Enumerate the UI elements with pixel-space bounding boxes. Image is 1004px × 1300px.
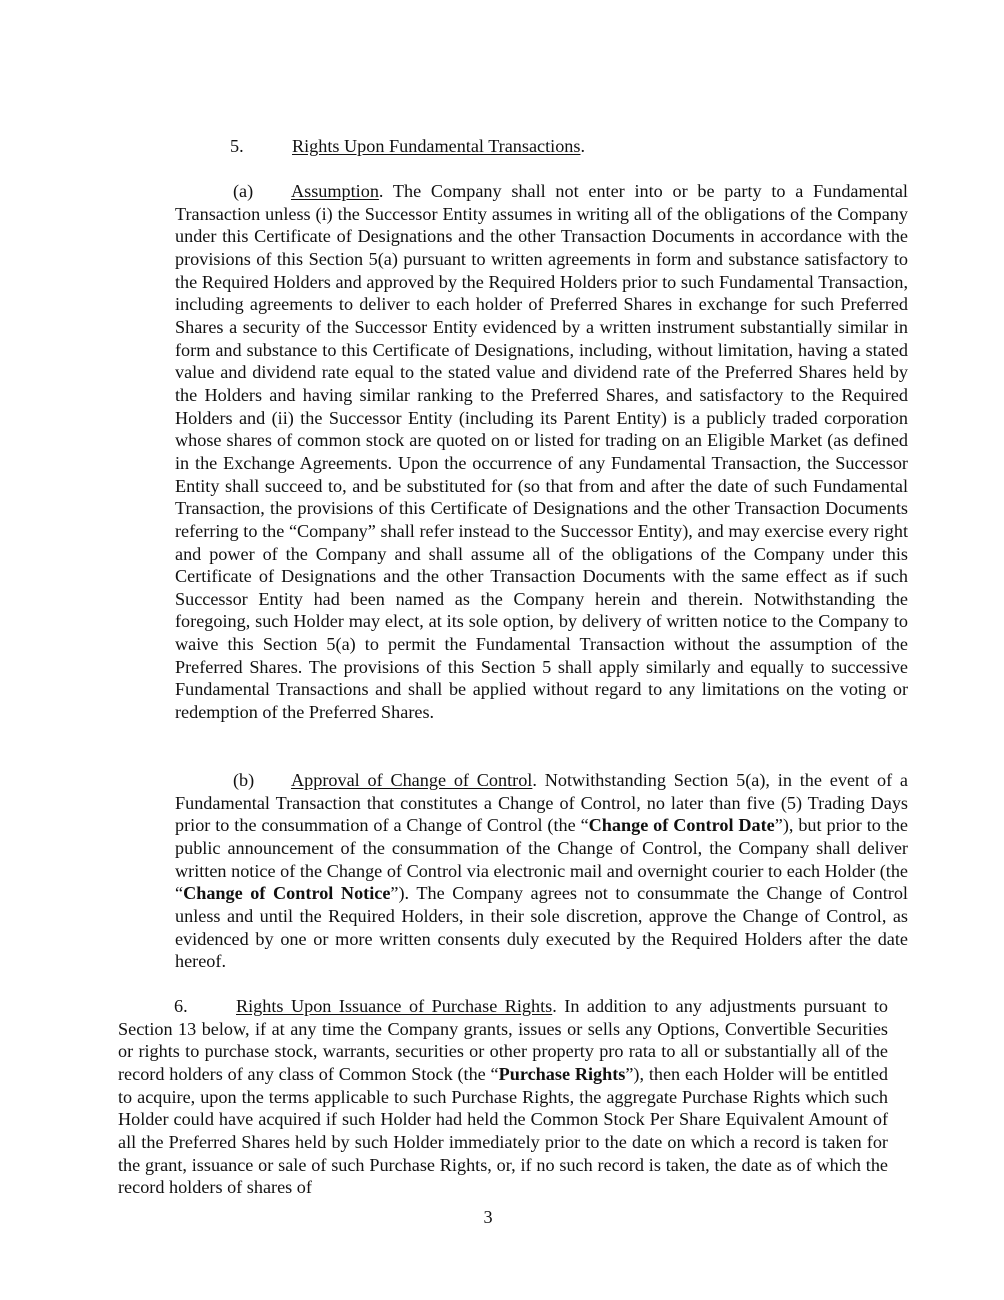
section-6-number: 6. [174, 996, 188, 1016]
section-5-title-period: . [580, 136, 586, 156]
section-5-number: 5. [230, 136, 244, 156]
section-6-paragraph [118, 995, 888, 1199]
defined-term-change-of-control-date: Change of Control Date [588, 815, 775, 836]
section-5b-text-3: ”). The Company agrees not to consummate the Change of Control unless and until the Required Holders, in their sole discretion, approve the Change of Control, as evidenced by one or more written consents duly executed by the Required Holders after the date hereof. [175, 883, 908, 972]
section-5b-paragraph [175, 769, 908, 973]
section-5a-title: Assumption [291, 181, 379, 201]
section-5a-label: (a) [233, 181, 254, 201]
section-5a-text: . The Company shall not enter into or be party to a Fundamental Transaction unless (i) the Successor Entity assumes in writing all of the obligations of the Company under this Certificate of Designations and the other Transaction Documents in accordance with the provisions of this Section 5(a) pursuant to written agreements in form and substance satisfactory to the Required Holders and approved by the Required Holders prior to such Fundamental Transaction, including agreements to deliver to each holder of Preferred Shares in exchange for such Preferred Shares a security of the Successor Entity evidenced by a written instrument substantially similar in form and substance to this Certificate of Designations, including, without limitation, having a stated value and dividend rate equal to the stated value and dividend rate of the Preferred Shares held by the Holders and having similar ranking to the Preferred Shares, and satisfactory to the Required Holders and (ii) the Successor Entity (including its Parent Entity) is a publicly traded corporation whose shares of common stock are quoted on or listed for trading on an Eligible Market (as defined in the Exchange Agreements. Upon the occurrence of any Fundamental Transaction, the Successor Entity shall succeed to, and be substituted for (so that from and after the date of such Fundamental Transaction, the provisions of this Certificate of Designations and the other Transaction Documents referring to the “Company” shall refer instead to the Successor Entity), and may exercise every right and power of the Company and shall assume all of the obligations of the Company under this Certificate of Designations and the other Transaction Documents with the same effect as if such Successor Entity had been named as the Company herein and therein. Notwithstanding the foregoing, such Holder may elect, at its sole option, by delivery of written notice to the Company to waive this Section 5(a) to permit the Fundamental Transaction without the assumption of the Preferred Shares. The provisions of this Section 5 shall apply similarly and equally to successive Fundamental Transactions and shall be applied without regard to any limitations on the voting or redemption of the Preferred Shares. [175, 181, 908, 723]
page-number: 3 [483, 1207, 493, 1227]
defined-term-change-of-control-notice: Change of Control Notice [183, 883, 391, 904]
section-5b-text-2: ”), but prior to the public announcement of the consummation of the Change of Control, the Company shall deliver written notice of the Change of Control via electronic mail and overnight courier to each Holder (the “ [175, 815, 908, 904]
section-6-title: Rights Upon Issuance of Purchase Rights [236, 996, 553, 1016]
section-6-text-1: . In addition to any adjustments pursuant to Section 13 below, if at any time the Company grants, issues or sells any Options, Convertible Securities or rights to purchase stock, warrants, securities or other property pro rata to all or substantially all of the record holders of any class of Common Stock (the “ [118, 996, 888, 1084]
section-5a-paragraph [175, 180, 908, 724]
section-5-title: Rights Upon Fundamental Transactions [292, 136, 581, 156]
section-5b-label: (b) [233, 770, 255, 790]
section-5b-title: Approval of Change of Control [291, 770, 533, 790]
section-5b-text-1: . Notwithstanding Section 5(a), in the event of a Fundamental Transaction that constitutes a Change of Control, no later than five (5) Trading Days prior to the consummation of a Change of Control (the “ [175, 770, 909, 836]
defined-term-purchase-rights: Purchase Rights [498, 1063, 626, 1084]
section-6-text-2: ”), then each Holder will be entitled to acquire, upon the terms applicable to such Purchase Rights, the aggregate Purchase Rights which such Holder could have acquired if such Holder had held the Common Stock Per Share Equivalent Amount of all the Preferred Shares held by such Holder immediately prior to the date on which a record is taken for the grant, issuance or sale of such Purchase Rights, or, if no such record is taken, the date as of which the record holders of shares of [118, 1063, 888, 1198]
section-5-heading [230, 135, 585, 158]
